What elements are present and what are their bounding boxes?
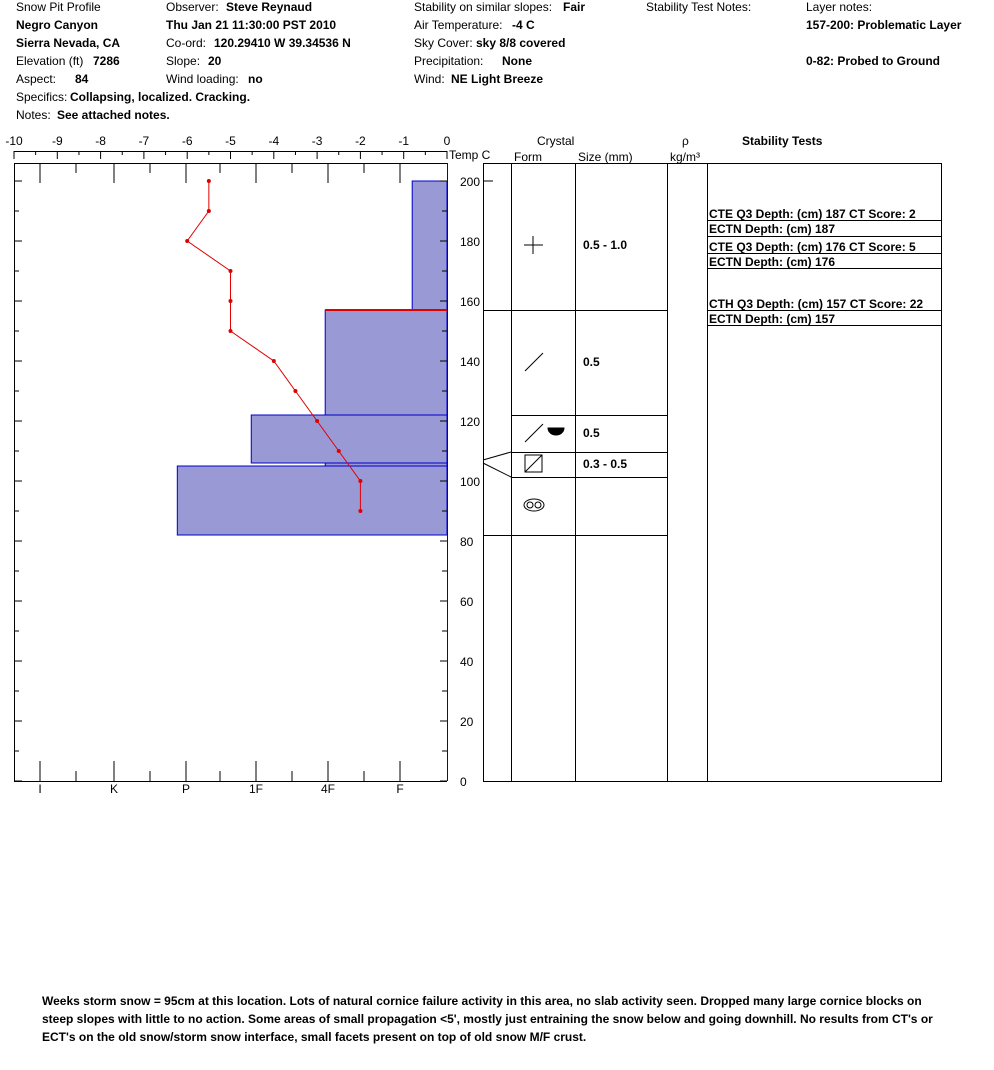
temp-tick-label: -1 — [398, 134, 410, 148]
temp-tick-label: -8 — [95, 134, 106, 148]
stability-test-entry: CTE Q3 Depth: (cm) 176 CT Score: 5 — [709, 240, 916, 254]
wind-value: NE Light Breeze — [451, 72, 544, 86]
stability-value: Fair — [563, 0, 586, 14]
stability-tests-header: Stability Tests — [742, 134, 823, 148]
hardness-tick-label: K — [109, 782, 119, 796]
stability-label: Stability on similar slopes: — [414, 0, 553, 14]
height-tick-label: 200 — [460, 175, 481, 189]
temp-tick-label: -3 — [311, 134, 323, 148]
size-header: Size (mm) — [578, 150, 633, 164]
temperature-point — [293, 389, 297, 393]
decomposing-slash-icon — [525, 424, 543, 442]
temperature-point — [207, 179, 211, 183]
precip-value: None — [502, 54, 532, 68]
layer-note: 0-82: Probed to Ground — [806, 54, 941, 68]
crystal-size: 0.5 — [583, 355, 600, 369]
faceted-square-icon — [525, 455, 542, 472]
air-temp-value: -4 C — [512, 18, 535, 32]
temp-tick-label: -5 — [225, 134, 236, 148]
temperature-point — [315, 419, 319, 423]
slope-value: 20 — [208, 54, 222, 68]
aspect-value: 84 — [75, 72, 89, 86]
crystal-form-column — [524, 236, 564, 511]
layer-note: 157-200: Problematic Layer — [806, 18, 962, 32]
layer-notes-label: Layer notes: — [806, 0, 873, 14]
hardness-tick-label: 4F — [320, 782, 336, 796]
temp-tick-label: -10 — [5, 134, 23, 148]
temp-axis-label: Temp C — [449, 148, 491, 162]
air-temp-label: Air Temperature: — [414, 18, 503, 32]
stability-test-entry: ECTN Depth: (cm) 157 — [709, 312, 836, 326]
rounded-grain-icon — [548, 428, 564, 435]
temperature-point — [229, 299, 233, 303]
temperature-point — [185, 239, 189, 243]
hardness-tick-label: 1F — [248, 782, 264, 796]
temp-tick-label: -7 — [138, 134, 150, 148]
stability-test-entry: CTH Q3 Depth: (cm) 157 CT Score: 22 — [709, 297, 924, 311]
stability-test-entry: CTE Q3 Depth: (cm) 187 CT Score: 2 — [709, 207, 916, 221]
datetime: Thu Jan 21 11:30:00 PST 2010 — [166, 18, 337, 32]
wind-loading-label: Wind loading: — [166, 72, 239, 86]
temperature-point — [358, 509, 362, 513]
temperature-point — [358, 479, 362, 483]
slope-label: Slope: — [166, 54, 201, 68]
decomposing-slash-icon — [525, 353, 543, 371]
profile-title: Snow Pit Profile — [16, 0, 101, 14]
temperature-point — [337, 449, 341, 453]
stability-test-entry: ECTN Depth: (cm) 187 — [709, 222, 836, 236]
height-tick-label: 140 — [460, 355, 481, 369]
temp-tick-label: -2 — [355, 134, 366, 148]
hardness-layer-bar — [251, 415, 447, 463]
density-symbol: ρ — [682, 134, 689, 148]
crystal-header: Crystal — [537, 134, 575, 148]
stability-notes-label: Stability Test Notes: — [646, 0, 752, 14]
aspect-label: Aspect: — [16, 72, 57, 86]
hardness-tick-label: I — [38, 782, 42, 796]
height-tick-label: 120 — [460, 415, 481, 429]
height-tick-label: 60 — [460, 595, 474, 609]
density-unit: kg/m³ — [670, 150, 700, 164]
temp-tick-label: 0 — [443, 134, 451, 148]
precip-label: Precipitation: — [414, 54, 484, 68]
hardness-layer-bar — [177, 466, 447, 535]
coord-label: Co-ord: — [166, 36, 207, 50]
elevation-value: 7286 — [93, 54, 120, 68]
crystal-size: 0.3 - 0.5 — [583, 457, 628, 471]
hardness-tick-label: P — [181, 782, 191, 796]
height-tick-label: 20 — [460, 715, 474, 729]
height-tick-label: 80 — [460, 535, 474, 549]
temperature-point — [207, 209, 211, 213]
temperature-point — [229, 269, 233, 273]
location: Negro Canyon — [16, 18, 99, 32]
stability-test-entry: ECTN Depth: (cm) 176 — [709, 255, 836, 269]
sky-label: Sky Cover: — [414, 36, 473, 50]
height-tick-label: 160 — [460, 295, 481, 309]
temperature-point — [272, 359, 276, 363]
crystal-size: 0.5 — [583, 426, 600, 440]
wind-loading-value: no — [248, 72, 263, 86]
notes-label: Notes: — [16, 108, 51, 122]
observer-label: Observer: — [166, 0, 219, 14]
height-tick-label: 100 — [460, 475, 481, 489]
temp-tick-label: -9 — [51, 134, 63, 148]
height-tick-label: 40 — [460, 655, 474, 669]
notes-value: See attached notes. — [57, 108, 170, 122]
height-tick-label: 180 — [460, 235, 481, 249]
new-snow-plus-icon — [524, 236, 543, 254]
coord-value: 120.29410 W 39.34536 N — [214, 36, 351, 50]
form-header: Form — [514, 150, 542, 164]
height-tick-label: 0 — [460, 775, 467, 789]
specifics-label: Specifics: — [16, 90, 68, 104]
specifics-value: Collapsing, localized. Cracking. — [70, 90, 251, 104]
wind-label: Wind: — [414, 72, 445, 86]
hardness-tick-label: F — [396, 782, 404, 796]
temperature-point — [229, 329, 233, 333]
sky-value: sky 8/8 covered — [476, 36, 566, 50]
temp-tick-label: -6 — [181, 134, 193, 148]
observer-value: Steve Reynaud — [226, 0, 313, 14]
temp-tick-label: -4 — [268, 134, 280, 148]
crystal-size: 0.5 - 1.0 — [583, 238, 628, 252]
footer-notes: Weeks storm snow = 95cm at this location. Lots of natural cornice failure activity in this area, no slab activity seen. Dropped many large cornice blocks on steep slopes with little to no action. Some areas of small propagation <5', mostly just entraining the snow below and going downhill. No results from CT's or ECT's on the old snow/storm snow interface, small facets present on top of old snow M/F crust. — [42, 994, 933, 1044]
hardness-layer-bar — [412, 181, 447, 310]
melt-freeze-icon — [524, 499, 544, 511]
elevation-label: Elevation (ft) — [16, 54, 84, 68]
region: Sierra Nevada, CA — [16, 36, 121, 50]
